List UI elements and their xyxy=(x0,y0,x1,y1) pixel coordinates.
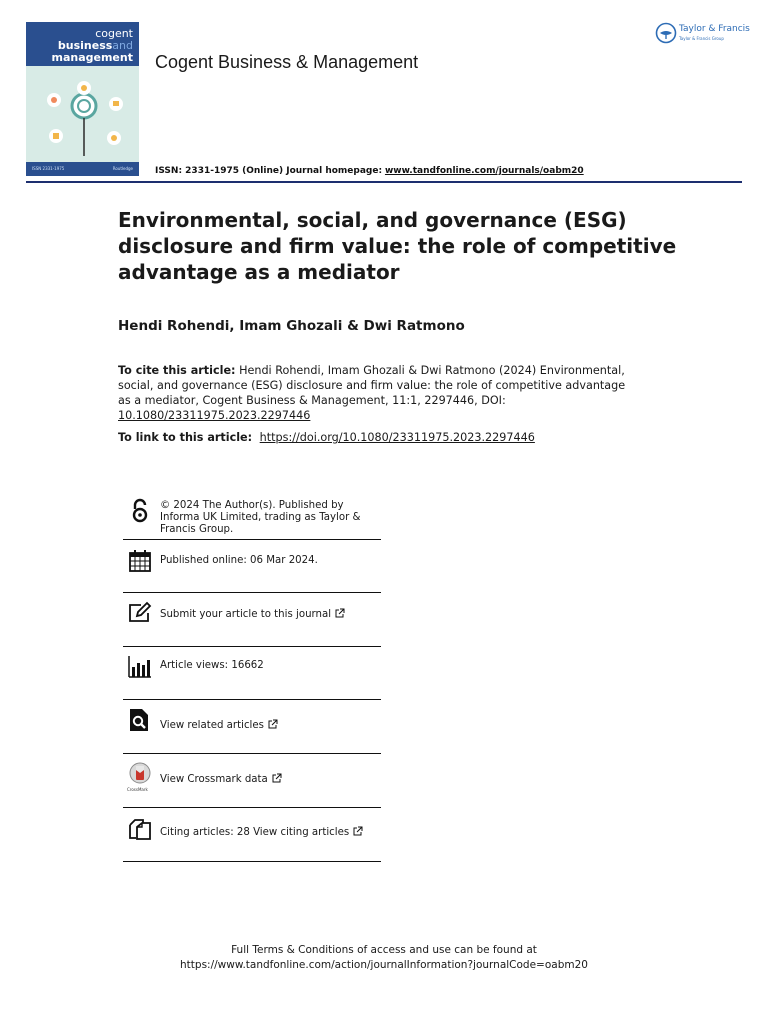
external-link-icon xyxy=(353,826,363,836)
journal-homepage-link[interactable]: www.tandfonline.com/journals/oabm20 xyxy=(384,166,584,176)
calendar-icon xyxy=(127,548,153,574)
header-divider xyxy=(26,181,742,183)
info-submit[interactable] xyxy=(123,593,381,647)
info-open-access xyxy=(123,494,381,540)
citation-block xyxy=(118,363,628,423)
edit-icon xyxy=(127,600,153,626)
cite-text: Hendi Rohendi, Imam Ghozali & Dwi Ratmono (2024) Environmental, social, and governance (ESG) disclosure and firm value: the role of competitive advantage as a mediator, Cogent Business & Management, 11:1, 2297446, DOI: xyxy=(118,364,626,407)
info-published xyxy=(123,540,381,593)
journal-name: Cogent Business & Management xyxy=(155,52,419,72)
article-doi-link[interactable]: https://doi.org/10.1080/23311975.2023.2297446 xyxy=(259,431,535,444)
link-label: To link to this article: xyxy=(118,431,253,444)
open-access-text: © 2024 The Author(s). Published by Informa UK Limited, trading as Taylor & Francis Group. xyxy=(160,500,361,535)
terms-footer xyxy=(0,943,768,973)
external-link-icon xyxy=(268,719,278,729)
info-citing[interactable] xyxy=(123,808,381,862)
info-views xyxy=(123,647,381,700)
citing-articles-icon xyxy=(127,816,153,842)
cover-brand-management: management xyxy=(51,51,133,64)
article-link-line xyxy=(118,431,535,444)
terms-footer-url[interactable]: https://www.tandfonline.com/action/journalInformation?journalCode=oabm20 xyxy=(180,959,588,971)
related-articles-link[interactable]: View related articles xyxy=(160,719,385,732)
cite-doi-link[interactable]: 10.1080/23311975.2023.2297446 xyxy=(118,409,311,422)
crossmark-icon xyxy=(127,761,153,787)
search-document-icon xyxy=(127,707,153,733)
publisher-logo-text: Taylor & Francis xyxy=(679,24,750,34)
cover-icons-illustration xyxy=(26,66,139,162)
cover-brand-cogent: cogent xyxy=(95,27,133,40)
external-link-icon xyxy=(335,608,345,618)
journal-cover-thumbnail[interactable] xyxy=(26,22,139,176)
taylor-francis-logo[interactable] xyxy=(655,22,750,48)
external-link-icon xyxy=(272,773,282,783)
taylor-francis-logo-icon xyxy=(655,22,677,44)
publisher-logo-subtext: Taylor & Francis Group xyxy=(679,36,724,41)
article-info-list xyxy=(123,494,381,862)
article-authors: Hendi Rohendi, Imam Ghozali & Dwi Ratmono xyxy=(118,318,465,334)
cite-label: To cite this article: xyxy=(118,364,236,377)
terms-footer-line1: Full Terms & Conditions of access and use can be found at xyxy=(231,944,537,956)
article-views-text: Article views: 16662 xyxy=(160,660,264,671)
crossmark-caption: CrossMark xyxy=(127,787,148,792)
cover-brand-business: businessand xyxy=(57,39,133,52)
cover-footer xyxy=(26,162,139,176)
published-date-text: Published online: 06 Mar 2024. xyxy=(160,555,318,566)
open-access-icon xyxy=(127,498,153,524)
crossmark-data-link[interactable]: View Crossmark data xyxy=(160,773,385,786)
info-crossmark[interactable] xyxy=(123,754,381,808)
cover-issn: ISSN 2331-1975 xyxy=(32,166,65,171)
issn-homepage-line xyxy=(155,166,584,176)
issn-label: ISSN: 2331-1975 (Online) Journal homepage: xyxy=(155,166,383,176)
bar-chart-icon xyxy=(127,654,153,680)
cover-illustration xyxy=(26,66,139,176)
citing-articles-link[interactable]: Citing articles: 28 View citing articles xyxy=(160,826,385,839)
info-related[interactable] xyxy=(123,700,381,754)
cover-publisher-mark: Routledge xyxy=(112,166,133,171)
submit-article-link[interactable]: Submit your article to this journal xyxy=(160,608,385,621)
article-title: Environmental, social, and governance (ESG) disclosure and firm value: the role of competitive advantage as a mediator xyxy=(118,208,677,284)
